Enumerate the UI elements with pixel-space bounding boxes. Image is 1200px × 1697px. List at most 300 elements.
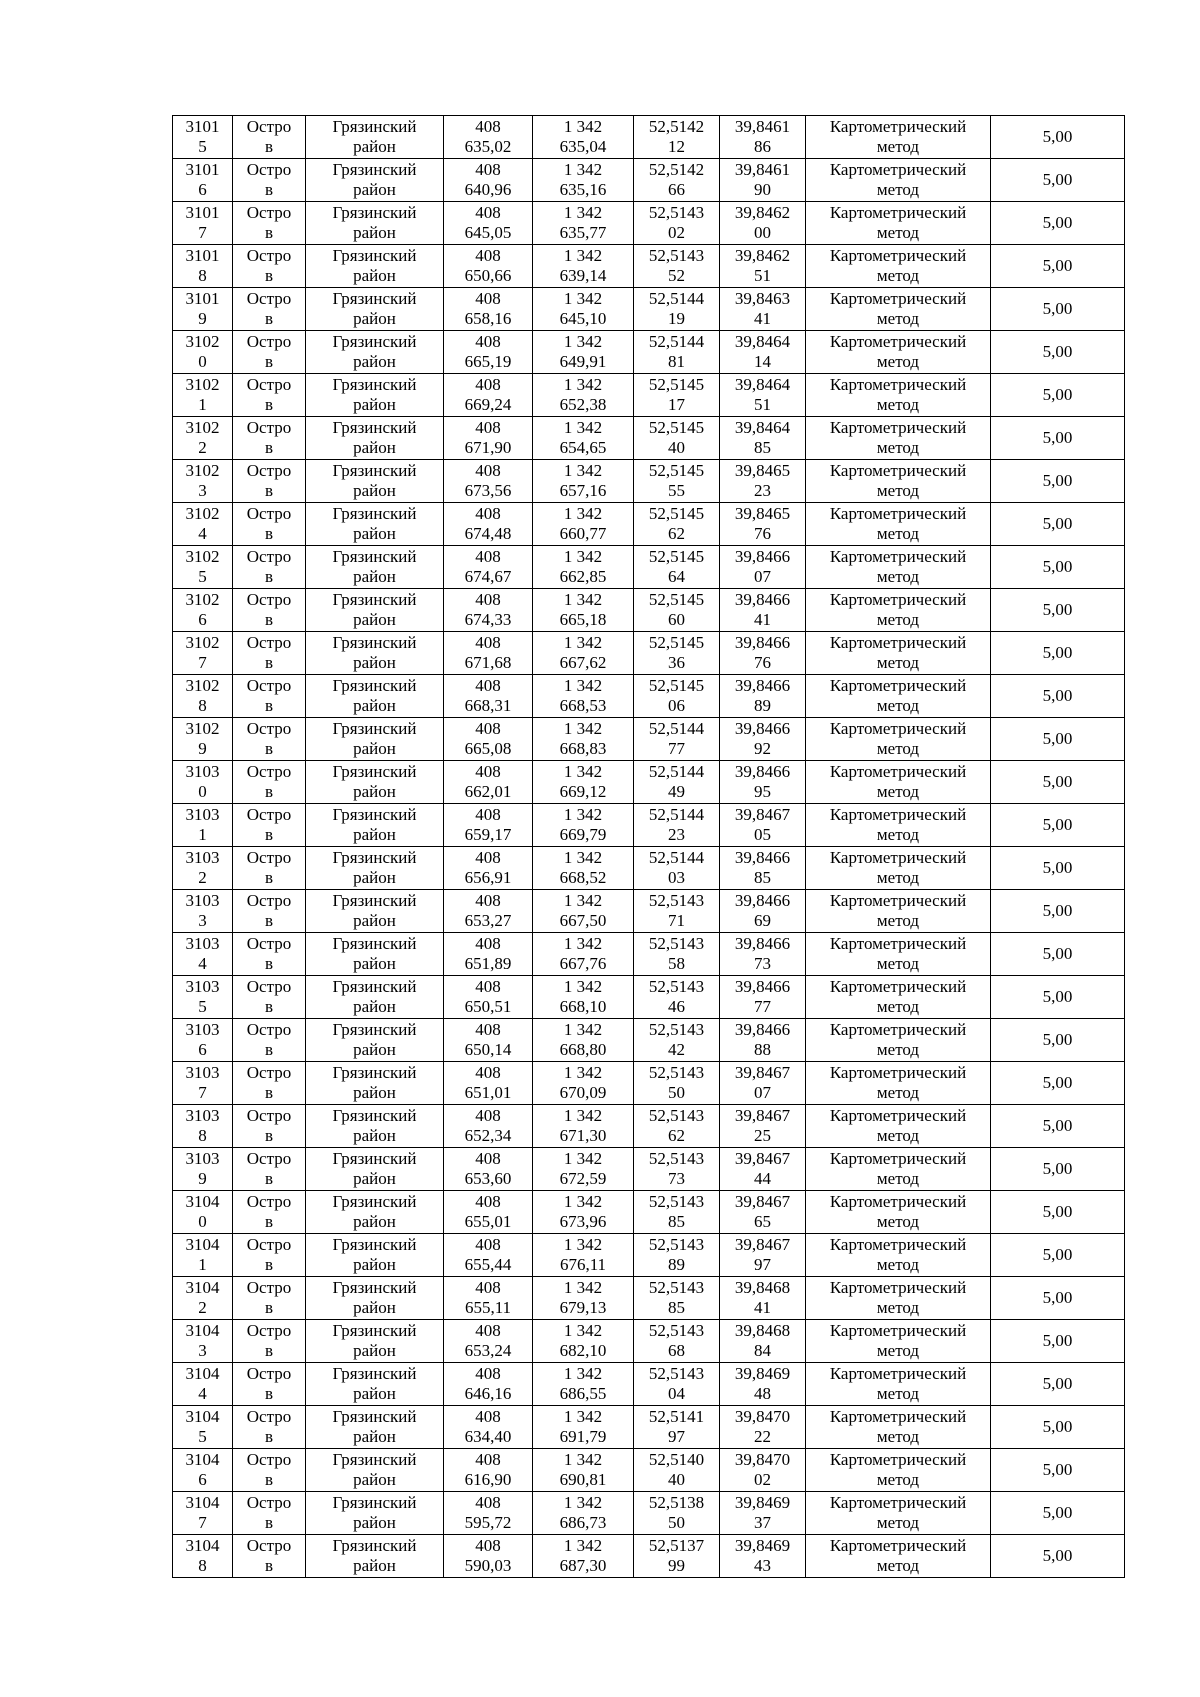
district-cell [306,503,444,546]
method-cell-line: Картометрический [829,504,967,523]
latitude-cell-line: 52,5143 [648,1364,705,1383]
method-cell [806,1148,991,1191]
x-coordinate-cell [444,288,533,331]
y-coordinate-cell [533,1492,634,1535]
point-number-cell-line: 5 [198,1427,207,1446]
method-cell-line: метод [876,352,920,371]
y-coordinate-cell-line: 1 342 [563,375,603,394]
method-cell-line: Картометрический [829,461,967,480]
district-cell-line: Грязинский [332,289,417,308]
district-cell-line: район [353,1169,396,1188]
district-cell [306,1320,444,1363]
y-coordinate-cell-line: 667,62 [559,653,607,672]
table-row [173,632,1125,675]
method-cell-line: Картометрический [829,977,967,996]
x-coordinate-cell [444,1105,533,1148]
point-number-cell-line: 3 [198,481,207,500]
longitude-cell-line: 88 [754,1040,771,1059]
latitude-cell-line: 55 [668,481,685,500]
accuracy-cell: 5,00 [991,1148,1125,1191]
point-number-cell-line: 3104 [185,1364,220,1383]
district-cell-line: Грязинский [332,160,417,179]
accuracy-cell: 5,00 [991,1320,1125,1363]
object-type-cell-line: Остро [246,117,292,136]
object-type-cell-line: в [264,1556,274,1575]
accuracy-cell: 5,00 [991,546,1125,589]
latitude-cell-line: 52,5143 [648,1149,705,1168]
point-number-cell-line: 9 [198,739,207,758]
district-cell-line: район [353,1298,396,1317]
x-coordinate-cell [444,1191,533,1234]
method-cell [806,847,991,890]
latitude-cell-line: 64 [668,567,685,586]
table-row [173,1105,1125,1148]
accuracy-cell: 5,00 [991,1363,1125,1406]
y-coordinate-cell [533,417,634,460]
point-number-cell-line: 3103 [185,848,220,867]
latitude-cell-line: 52,5143 [648,1278,705,1297]
y-coordinate-cell [533,116,634,159]
object-type-cell-line: в [264,137,274,156]
y-coordinate-cell-line: 668,83 [559,739,607,758]
point-number-cell-line: 8 [198,266,207,285]
method-cell-line: метод [876,395,920,414]
point-number-cell-line: 3102 [185,461,220,480]
longitude-cell-line: 41 [754,1298,771,1317]
point-number-cell-line: 3104 [185,1321,220,1340]
point-number-cell-line: 2 [198,1298,207,1317]
point-number-cell-line: 6 [198,180,207,199]
method-cell-line: метод [876,1255,920,1274]
y-coordinate-cell-line: 1 342 [563,289,603,308]
district-cell-line: район [353,266,396,285]
longitude-cell [720,374,806,417]
object-type-cell-line: в [264,567,274,586]
x-coordinate-cell [444,761,533,804]
object-type-cell-line: в [264,1255,274,1274]
method-cell-line: метод [876,481,920,500]
x-coordinate-cell-line: 650,14 [464,1040,512,1059]
latitude-cell-line: 52,5143 [648,203,705,222]
point-number-cell-line: 9 [198,309,207,328]
point-number-cell [173,1449,233,1492]
x-coordinate-cell-line: 408 [475,1192,501,1211]
table-row [173,933,1125,976]
x-coordinate-cell-line: 653,60 [464,1169,512,1188]
longitude-cell-line: 48 [754,1384,771,1403]
point-number-cell [173,761,233,804]
longitude-cell-line: 39,8469 [734,1364,791,1383]
longitude-cell-line: 22 [754,1427,771,1446]
table-row [173,1363,1125,1406]
longitude-cell [720,1449,806,1492]
point-number-cell [173,460,233,503]
district-cell [306,890,444,933]
point-number-cell-line: 0 [198,352,207,371]
y-coordinate-cell [533,202,634,245]
y-coordinate-cell-line: 1 342 [563,1192,603,1211]
method-cell [806,976,991,1019]
method-cell-line: Картометрический [829,1235,967,1254]
point-number-cell [173,245,233,288]
district-cell-line: Грязинский [332,1321,417,1340]
object-type-cell-line: в [264,825,274,844]
latitude-cell-line: 52,5142 [648,117,705,136]
table-row [173,804,1125,847]
longitude-cell [720,116,806,159]
district-cell [306,331,444,374]
object-type-cell-line: Остро [246,848,292,867]
object-type-cell-line: в [264,696,274,715]
latitude-cell [634,202,720,245]
accuracy-cell: 5,00 [991,675,1125,718]
y-coordinate-cell [533,1535,634,1578]
method-cell-line: Картометрический [829,1407,967,1426]
latitude-cell-line: 52,5143 [648,891,705,910]
latitude-cell-line: 52,5141 [648,1407,705,1426]
district-cell-line: Грязинский [332,246,417,265]
method-cell [806,718,991,761]
point-number-cell-line: 3102 [185,504,220,523]
x-coordinate-cell-line: 658,16 [464,309,512,328]
y-coordinate-cell [533,1406,634,1449]
longitude-cell [720,1148,806,1191]
object-type-cell [233,460,306,503]
longitude-cell-line: 73 [754,954,771,973]
y-coordinate-cell-line: 1 342 [563,1493,603,1512]
x-coordinate-cell-line: 659,17 [464,825,512,844]
latitude-cell-line: 42 [668,1040,685,1059]
point-number-cell-line: 3 [198,911,207,930]
x-coordinate-cell [444,1449,533,1492]
object-type-cell-line: в [264,1298,274,1317]
object-type-cell-line: в [264,1384,274,1403]
longitude-cell [720,331,806,374]
object-type-cell-line: в [264,266,274,285]
latitude-cell-line: 77 [668,739,685,758]
y-coordinate-cell-line: 1 342 [563,461,603,480]
district-cell-line: Грязинский [332,805,417,824]
latitude-cell [634,1148,720,1191]
object-type-cell-line: Остро [246,633,292,652]
x-coordinate-cell-line: 408 [475,418,501,437]
point-number-cell-line: 3102 [185,332,220,351]
y-coordinate-cell-line: 669,79 [559,825,607,844]
point-number-cell-line: 3104 [185,1278,220,1297]
object-type-cell-line: в [264,954,274,973]
longitude-cell-line: 39,8466 [734,633,791,652]
method-cell-line: метод [876,1341,920,1360]
longitude-cell-line: 76 [754,524,771,543]
latitude-cell [634,116,720,159]
object-type-cell [233,1234,306,1277]
object-type-cell-line: в [264,997,274,1016]
x-coordinate-cell-line: 408 [475,1020,501,1039]
longitude-cell-line: 39,8467 [734,1192,791,1211]
object-type-cell-line: в [264,1040,274,1059]
object-type-cell-line: Остро [246,461,292,480]
object-type-cell-line: в [264,481,274,500]
object-type-cell [233,1148,306,1191]
object-type-cell-line: в [264,438,274,457]
accuracy-cell: 5,00 [991,804,1125,847]
point-number-cell-line: 9 [198,1169,207,1188]
latitude-cell-line: 19 [668,309,685,328]
y-coordinate-cell-line: 668,52 [559,868,607,887]
latitude-cell-line: 52,5145 [648,633,705,652]
longitude-cell-line: 85 [754,868,771,887]
method-cell [806,589,991,632]
y-coordinate-cell [533,1277,634,1320]
latitude-cell [634,1449,720,1492]
district-cell [306,159,444,202]
y-coordinate-cell-line: 1 342 [563,1450,603,1469]
latitude-cell-line: 52,5137 [648,1536,705,1555]
object-type-cell [233,1277,306,1320]
point-number-cell-line: 3104 [185,1235,220,1254]
method-cell-line: метод [876,1083,920,1102]
district-cell [306,1406,444,1449]
longitude-cell [720,933,806,976]
x-coordinate-cell [444,718,533,761]
x-coordinate-cell-line: 651,01 [464,1083,512,1102]
y-coordinate-cell [533,1234,634,1277]
latitude-cell [634,1535,720,1578]
point-number-cell-line: 5 [198,997,207,1016]
latitude-cell [634,245,720,288]
method-cell-line: метод [876,1384,920,1403]
method-cell [806,546,991,589]
y-coordinate-cell-line: 1 342 [563,1364,603,1383]
y-coordinate-cell [533,546,634,589]
district-cell-line: район [353,180,396,199]
x-coordinate-cell-line: 408 [475,1450,501,1469]
district-cell-line: Грязинский [332,332,417,351]
method-cell-line: метод [876,1427,920,1446]
point-number-cell [173,1019,233,1062]
table-row [173,1062,1125,1105]
object-type-cell-line: Остро [246,375,292,394]
y-coordinate-cell-line: 665,18 [559,610,607,629]
longitude-cell-line: 39,8464 [734,332,791,351]
district-cell [306,1535,444,1578]
method-cell-line: Картометрический [829,676,967,695]
x-coordinate-cell-line: 408 [475,676,501,695]
x-coordinate-cell [444,202,533,245]
latitude-cell [634,804,720,847]
accuracy-cell: 5,00 [991,331,1125,374]
method-cell-line: метод [876,1169,920,1188]
latitude-cell [634,890,720,933]
latitude-cell-line: 62 [668,524,685,543]
method-cell-line: Картометрический [829,1450,967,1469]
x-coordinate-cell-line: 665,08 [464,739,512,758]
method-cell-line: Картометрический [829,590,967,609]
longitude-cell-line: 69 [754,911,771,930]
longitude-cell-line: 39,8467 [734,805,791,824]
y-coordinate-cell-line: 690,81 [559,1470,607,1489]
method-cell-line: Картометрический [829,418,967,437]
longitude-cell-line: 39,8466 [734,934,791,953]
point-number-cell [173,675,233,718]
point-number-cell-line: 3103 [185,1106,220,1125]
y-coordinate-cell [533,976,634,1019]
method-cell-line: метод [876,1556,920,1575]
longitude-cell-line: 39,8467 [734,1063,791,1082]
x-coordinate-cell-line: 662,01 [464,782,512,801]
longitude-cell-line: 39,8463 [734,289,791,308]
y-coordinate-cell-line: 1 342 [563,590,603,609]
district-cell-line: район [353,1083,396,1102]
x-coordinate-cell-line: 408 [475,1063,501,1082]
method-cell-line: метод [876,1513,920,1532]
table-row [173,589,1125,632]
method-cell-line: Картометрический [829,805,967,824]
y-coordinate-cell-line: 1 342 [563,504,603,523]
table-row [173,761,1125,804]
y-coordinate-cell-line: 645,10 [559,309,607,328]
method-cell [806,804,991,847]
x-coordinate-cell [444,1535,533,1578]
table-row [173,847,1125,890]
district-cell-line: Грязинский [332,676,417,695]
x-coordinate-cell-line: 408 [475,1235,501,1254]
x-coordinate-cell-line: 640,96 [464,180,512,199]
longitude-cell-line: 39,8468 [734,1278,791,1297]
district-cell [306,1277,444,1320]
point-number-cell [173,933,233,976]
y-coordinate-cell [533,245,634,288]
object-type-cell [233,675,306,718]
district-cell-line: район [353,1384,396,1403]
latitude-cell-line: 89 [668,1255,685,1274]
x-coordinate-cell [444,632,533,675]
point-number-cell [173,374,233,417]
y-coordinate-cell-line: 1 342 [563,547,603,566]
longitude-cell-line: 25 [754,1126,771,1145]
table-row [173,288,1125,331]
method-cell-line: метод [876,438,920,457]
x-coordinate-cell-line: 669,24 [464,395,512,414]
x-coordinate-cell-line: 655,44 [464,1255,512,1274]
district-cell-line: Грязинский [332,1278,417,1297]
point-number-cell-line: 3102 [185,676,220,695]
latitude-cell [634,417,720,460]
district-cell-line: район [353,1470,396,1489]
longitude-cell-line: 39,8467 [734,1149,791,1168]
district-cell-line: Грязинский [332,1235,417,1254]
method-cell-line: Картометрический [829,1364,967,1383]
latitude-cell-line: 52,5144 [648,719,705,738]
latitude-cell [634,503,720,546]
latitude-cell-line: 52,5138 [648,1493,705,1512]
y-coordinate-cell [533,933,634,976]
point-number-cell-line: 3102 [185,547,220,566]
y-coordinate-cell [533,1449,634,1492]
y-coordinate-cell-line: 657,16 [559,481,607,500]
table-row [173,417,1125,460]
y-coordinate-cell [533,159,634,202]
method-cell-line: Картометрический [829,332,967,351]
x-coordinate-cell-line: 408 [475,934,501,953]
point-number-cell [173,417,233,460]
object-type-cell-line: в [264,180,274,199]
longitude-cell-line: 39,8466 [734,676,791,695]
longitude-cell [720,976,806,1019]
district-cell-line: Грязинский [332,547,417,566]
x-coordinate-cell-line: 674,48 [464,524,512,543]
point-number-cell [173,804,233,847]
latitude-cell-line: 52,5145 [648,590,705,609]
latitude-cell [634,1105,720,1148]
district-cell-line: район [353,1212,396,1231]
x-coordinate-cell-line: 408 [475,977,501,996]
accuracy-cell: 5,00 [991,503,1125,546]
object-type-cell-line: Остро [246,1235,292,1254]
x-coordinate-cell [444,890,533,933]
x-coordinate-cell-line: 653,24 [464,1341,512,1360]
district-cell [306,1148,444,1191]
method-cell-line: Картометрический [829,719,967,738]
latitude-cell-line: 52,5145 [648,504,705,523]
longitude-cell [720,503,806,546]
district-cell-line: район [353,1040,396,1059]
point-number-cell [173,331,233,374]
accuracy-cell: 5,00 [991,1277,1125,1320]
district-cell-line: район [353,352,396,371]
y-coordinate-cell [533,675,634,718]
longitude-cell [720,675,806,718]
point-number-cell-line: 3103 [185,934,220,953]
method-cell [806,331,991,374]
object-type-cell-line: Остро [246,676,292,695]
x-coordinate-cell [444,1406,533,1449]
district-cell-line: район [353,1427,396,1446]
longitude-cell [720,1277,806,1320]
x-coordinate-cell-line: 408 [475,633,501,652]
district-cell [306,460,444,503]
latitude-cell-line: 52,5143 [648,1106,705,1125]
longitude-cell-line: 84 [754,1341,771,1360]
district-cell [306,1191,444,1234]
table-row [173,116,1125,159]
longitude-cell-line: 39,8466 [734,977,791,996]
latitude-cell-line: 52,5143 [648,1235,705,1254]
y-coordinate-cell [533,460,634,503]
object-type-cell-line: Остро [246,203,292,222]
point-number-cell-line: 3102 [185,633,220,652]
district-cell [306,245,444,288]
object-type-cell [233,804,306,847]
latitude-cell-line: 85 [668,1298,685,1317]
y-coordinate-cell-line: 686,55 [559,1384,607,1403]
x-coordinate-cell-line: 650,51 [464,997,512,1016]
method-cell-line: Картометрический [829,1192,967,1211]
district-cell [306,1234,444,1277]
method-cell [806,933,991,976]
latitude-cell [634,1234,720,1277]
longitude-cell-line: 39,8467 [734,1106,791,1125]
longitude-cell [720,1234,806,1277]
x-coordinate-cell-line: 408 [475,1278,501,1297]
longitude-cell-line: 92 [754,739,771,758]
longitude-cell [720,632,806,675]
district-cell [306,632,444,675]
object-type-cell [233,546,306,589]
district-cell-line: Грязинский [332,1149,417,1168]
latitude-cell-line: 52,5144 [648,805,705,824]
longitude-cell-line: 39,8470 [734,1407,791,1426]
